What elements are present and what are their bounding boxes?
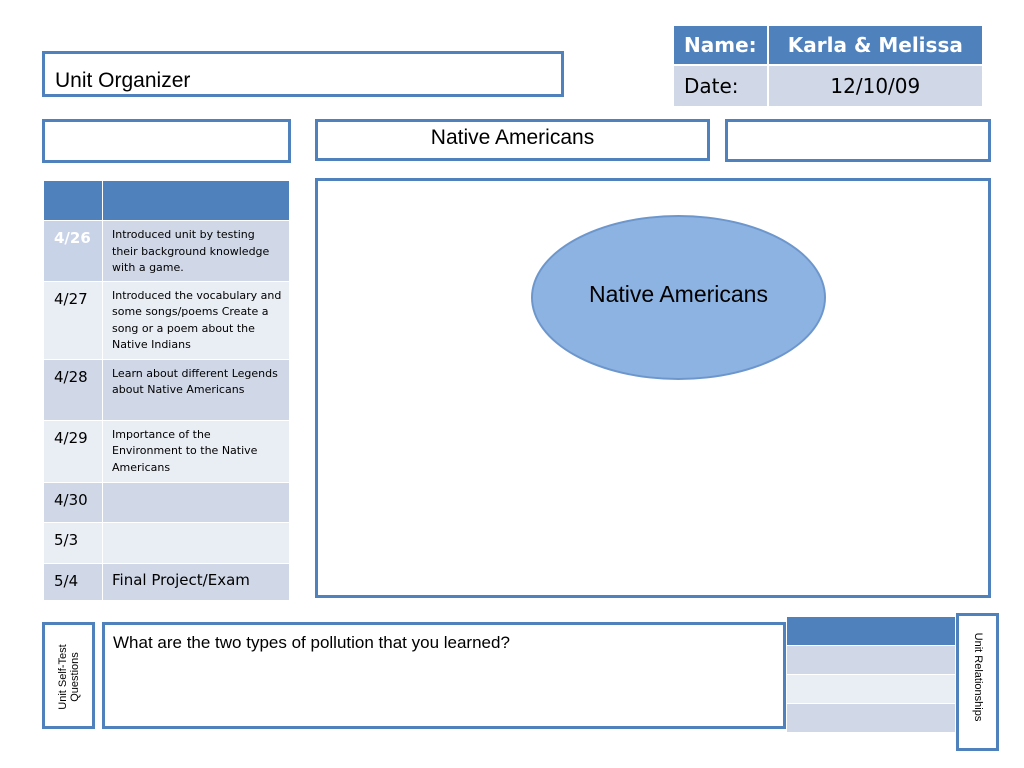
schedule-header-activity [103,181,290,221]
table-row [44,563,290,600]
table-row [44,522,290,563]
schedule-activity[interactable]: Introduced unit by testing their background knowledge with a game. [103,221,290,282]
name-label: Name: [674,26,769,66]
schedule-activity[interactable]: Importance of the Environment to the Native Americans [103,420,290,482]
prior-unit-box[interactable] [42,119,291,163]
schedule-date: 4/26 [44,221,103,282]
schedule-activity[interactable]: Final Project/Exam [103,563,290,600]
relationship-row[interactable] [787,704,956,733]
schedule-date: 4/27 [44,281,103,359]
table-row [44,359,290,420]
schedule-header-row [44,181,290,221]
schedule-date: 4/28 [44,359,103,420]
schedule-date: 4/29 [44,420,103,482]
table-row [44,281,290,359]
current-unit-box[interactable] [315,119,710,161]
self-test-question-box[interactable] [102,622,786,729]
next-unit-box[interactable] [725,119,991,162]
current-unit-title: Native Americans [430,126,595,149]
schedule-header-date [44,181,103,221]
table-row [44,482,290,522]
schedule-activity[interactable]: Learn about different Legends about Native Americans [103,359,290,420]
self-test-question: What are the two types of pollution that you learned? [113,633,510,652]
name-date-table [674,26,982,106]
schedule-activity[interactable]: Introduced the vocabulary and some songs/poems Create a song or a poem about the Native Indians [103,281,290,359]
name-value[interactable]: Karla & Melissa [769,26,982,66]
central-topic-oval[interactable] [531,215,826,380]
relationships-label-box [956,613,999,751]
central-topic-label: Native Americans [589,281,768,307]
relationship-row[interactable] [787,675,956,704]
schedule-activity[interactable] [103,522,290,563]
schedule-date: 5/4 [44,563,103,600]
schedule-activity[interactable] [103,482,290,522]
schedule-table [43,180,290,601]
relationships-label: Unit Relationships [972,632,984,722]
relationship-row[interactable] [787,646,956,675]
self-test-label-box [42,622,95,729]
schedule-date: 4/30 [44,482,103,522]
unit-title-box [42,51,564,97]
relationships-table [786,616,956,733]
date-value[interactable]: 12/10/09 [769,66,982,106]
relationships-header [787,617,956,646]
schedule-date: 5/3 [44,522,103,563]
date-label: Date: [674,66,769,106]
table-row [44,420,290,482]
unit-title: Unit Organizer [55,69,191,92]
table-row [44,221,290,282]
self-test-label: Unit Self-Test Questions [57,644,81,710]
